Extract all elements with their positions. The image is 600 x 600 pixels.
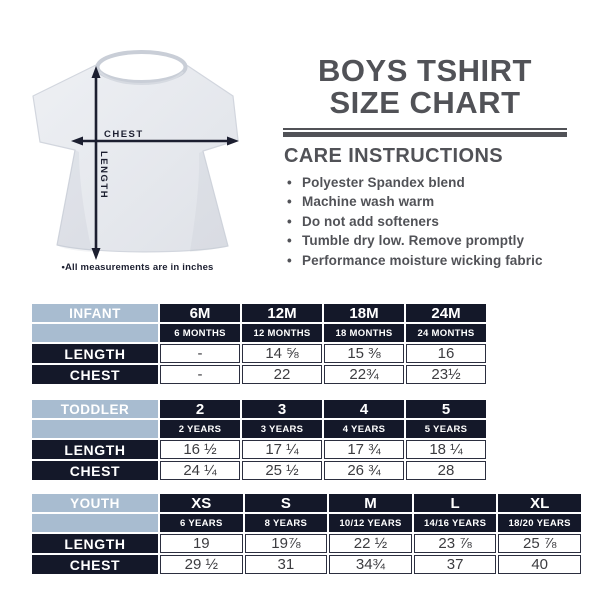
size-header-cell: S xyxy=(245,494,328,512)
tshirt-graphic xyxy=(0,0,280,290)
collar xyxy=(98,52,186,82)
bullet-icon: • xyxy=(287,175,292,190)
size-header-cell: 18M xyxy=(324,304,404,322)
care-item-text: Tumble dry low. Remove promptly xyxy=(302,233,525,249)
age-header-cell: 6 YEARS xyxy=(160,514,243,532)
page-title xyxy=(283,55,567,119)
measurement-cell: 17 ¼ xyxy=(242,440,322,459)
care-instructions-list xyxy=(286,173,586,270)
chest-label-cell: CHEST xyxy=(32,555,158,574)
size-header-cell: 4 xyxy=(324,400,404,418)
measurement-cell: 37 xyxy=(414,555,497,574)
age-header-cell: 18/20 YEARS xyxy=(498,514,581,532)
measurement-cell: 34¾ xyxy=(329,555,412,574)
age-header-cell: 10/12 YEARS xyxy=(329,514,412,532)
group-header-cell: INFANT xyxy=(32,304,158,322)
care-item-text: Polyester Spandex blend xyxy=(302,175,465,190)
care-item xyxy=(286,231,586,250)
size-header-cell: XL xyxy=(498,494,581,512)
age-header-cell: 2 YEARS xyxy=(160,420,240,438)
measurement-cell: 14 ⅝ xyxy=(242,344,322,363)
measurement-cell: 26 ¾ xyxy=(324,461,404,480)
size-header-cell: 5 xyxy=(406,400,486,418)
size-table-infant xyxy=(30,302,488,386)
size-header-cell: L xyxy=(414,494,497,512)
measurement-cell: 25 ½ xyxy=(242,461,322,480)
measurement-cell: - xyxy=(160,344,240,363)
age-header-cell: 8 YEARS xyxy=(245,514,328,532)
size-header-cell: 6M xyxy=(160,304,240,322)
title-line-1: BOYS TSHIRT xyxy=(318,53,532,88)
measurement-cell: 22¾ xyxy=(324,365,404,384)
age-header-cell: 3 YEARS xyxy=(242,420,322,438)
measurement-cell: 18 ¼ xyxy=(406,440,486,459)
age-header-cell: 14/16 YEARS xyxy=(414,514,497,532)
length-measure-label: LENGTH xyxy=(98,151,109,200)
care-item xyxy=(286,212,586,231)
bullet-icon: • xyxy=(287,194,292,210)
length-label-cell: LENGTH xyxy=(32,440,158,459)
age-header-cell: 4 YEARS xyxy=(324,420,404,438)
tshirt-illustration xyxy=(0,0,280,290)
blank-cell xyxy=(32,324,158,342)
size-table-toddler xyxy=(30,398,488,482)
age-header-cell: 5 YEARS xyxy=(406,420,486,438)
size-header-cell: 2 xyxy=(160,400,240,418)
measurement-cell: 40 xyxy=(498,555,581,574)
measurement-cell: 19 xyxy=(160,534,243,553)
blank-cell xyxy=(32,420,158,438)
measurement-cell: 19⅞ xyxy=(245,534,328,553)
care-item xyxy=(286,173,586,192)
size-header-cell: M xyxy=(329,494,412,512)
measurement-cell: 28 xyxy=(406,461,486,480)
measurement-cell: - xyxy=(160,365,240,384)
length-label-cell: LENGTH xyxy=(32,344,158,363)
chest-label-cell: CHEST xyxy=(32,461,158,480)
tshirt-shape xyxy=(33,52,238,252)
bullet-icon: • xyxy=(287,213,292,229)
size-table-youth xyxy=(30,492,583,576)
care-item xyxy=(286,251,586,270)
age-header-cell: 12 MONTHS xyxy=(242,324,322,342)
measurement-cell: 17 ¾ xyxy=(324,440,404,459)
size-header-cell: XS xyxy=(160,494,243,512)
size-header-cell: 3 xyxy=(242,400,322,418)
size-header-cell: 24M xyxy=(406,304,486,322)
blank-cell xyxy=(32,514,158,532)
measurement-cell: 16 xyxy=(406,344,486,363)
measurement-cell: 22 ½ xyxy=(329,534,412,553)
length-label-cell: LENGTH xyxy=(32,534,158,553)
measurement-cell: 24 ¼ xyxy=(160,461,240,480)
age-header-cell: 24 MONTHS xyxy=(406,324,486,342)
care-item xyxy=(286,192,586,211)
measurement-cell: 25 ⅞ xyxy=(498,534,581,553)
size-header-cell: 12M xyxy=(242,304,322,322)
title-divider xyxy=(283,128,567,137)
title-line-2: SIZE CHART xyxy=(329,85,521,120)
measurement-cell: 31 xyxy=(245,555,328,574)
care-item-text: Do not add softeners xyxy=(302,213,440,229)
bullet-icon: • xyxy=(287,252,292,268)
chest-label-cell: CHEST xyxy=(32,365,158,384)
measurement-cell: 23 ⅞ xyxy=(414,534,497,553)
bullet-icon: • xyxy=(287,233,292,249)
chest-measure-label: CHEST xyxy=(104,129,144,140)
age-header-cell: 6 MONTHS xyxy=(160,324,240,342)
measurement-cell: 15 ⅜ xyxy=(324,344,404,363)
group-header-cell: YOUTH xyxy=(32,494,158,512)
measurement-cell: 23½ xyxy=(406,365,486,384)
measurements-footnote: •All measurements are in inches xyxy=(61,262,214,273)
measurement-cell: 16 ½ xyxy=(160,440,240,459)
age-header-cell: 18 MONTHS xyxy=(324,324,404,342)
care-item-text: Performance moisture wicking fabric xyxy=(302,252,543,268)
measurement-cell: 29 ½ xyxy=(160,555,243,574)
measurement-cell: 22 xyxy=(242,365,322,384)
group-header-cell: TODDLER xyxy=(32,400,158,418)
care-instructions-heading: CARE INSTRUCTIONS xyxy=(284,145,504,167)
care-item-text: Machine wash warm xyxy=(302,194,435,210)
